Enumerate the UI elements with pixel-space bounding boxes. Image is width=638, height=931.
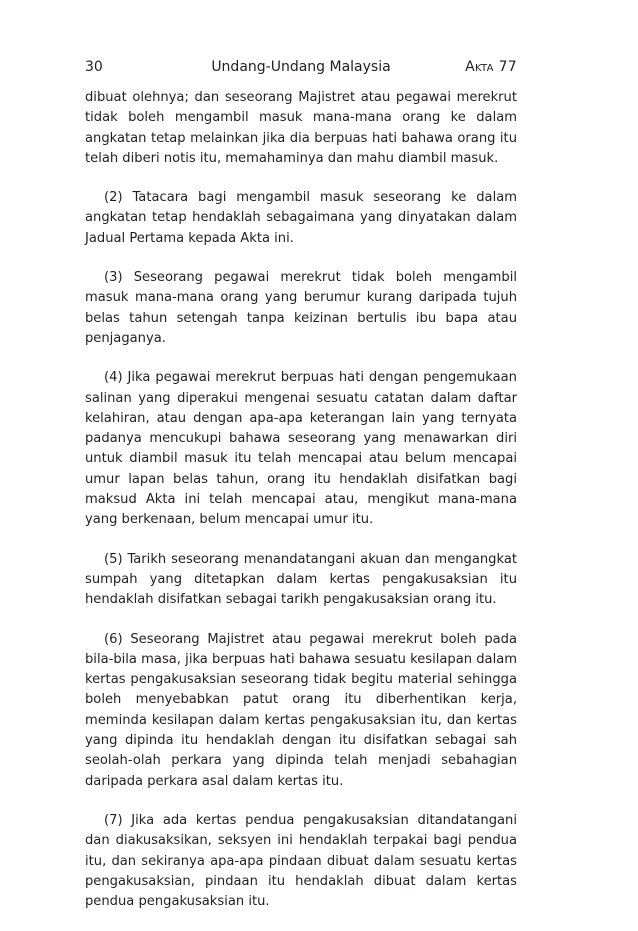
document-page <box>85 56 517 931</box>
subsection-6: (6) Seseorang Majistret atau pegawai merekrut boleh pada bila-bila masa, jika berpuas hati bahawa sesuatu kesilapan dalam kertas pengakusaksian seseorang tidak begitu material sehingga boleh menyebabkan patut orang itu diberhentikan kerja, meminda kesilapan dalam kertas pengakusaksian itu, dan kertas yang dipinda itu hendaklah dengan itu disifatkan sebagai sah seolah-olah perkara yang dipinda telah menjadi sebahagian daripada perkara asal dalam kertas itu. <box>85 631 517 789</box>
subsection-3: (3) Seseorang pegawai merekrut tidak boleh mengambil masuk mana-mana orang yang berumur kurang daripada tujuh belas tahun setengah tanpa keizinan bertulis ibu bapa atau penjaganya. <box>85 270 517 346</box>
document-body <box>85 88 517 912</box>
subsection-7: (7) Jika ada kertas pendua pengakusaksian ditandatangani dan diakusaksikan, seksyen ini hendaklah terpakai bagi pendua itu, dan sekiranya apa-apa pindaan dibuat dalam sesuatu kertas pengakusaksian, pindaan itu hendaklah dibuat dalam kertas pendua pengakusaksian itu. <box>85 812 517 910</box>
running-title: Undang-Undang Malaysia <box>211 59 391 75</box>
page-number: 30 <box>85 59 103 75</box>
subsection-4: (4) Jika pegawai merekrut berpuas hati dengan pengemukaan salinan yang diperakui mengenai sesuatu catatan dalam daftar kelahiran, atau dengan apa-apa keterangan lain yang ternyata padanya mencukupi bahawa seseorang yang menawarkan diri untuk diambil masuk itu telah mencapai atau belum mencapai umur lapan belas tahun, orang itu hendaklah disifatkan bagi maksud Akta ini telah mencapai atau, mengikut mana-mana yang berkenaan, belum mencapai umur itu. <box>85 370 517 528</box>
subsection-2: (2) Tatacara bagi mengambil masuk seseorang ke dalam angkatan tetap hendaklah sebagaimana yang dinyatakan dalam Jadual Pertama kepada Akta ini. <box>85 190 517 246</box>
paragraph-continuation: dibuat olehnya; dan seseorang Majistret atau pegawai merekrut tidak boleh mengambil masuk mana-mana orang ke dalam angkatan tetap melainkan jika dia berpuas hati bahawa orang itu telah diberi notis itu, memahaminya dan mahu diambil masuk. <box>85 90 517 166</box>
subsection-5: (5) Tarikh seseorang menandatangani akuan dan mengangkat sumpah yang ditetapkan dalam kertas pengakusaksian itu hendaklah disifatkan sebagai tarikh pengakusaksian orang itu. <box>85 551 517 608</box>
act-label: Akta 77 <box>465 59 517 75</box>
page-header <box>85 56 517 78</box>
